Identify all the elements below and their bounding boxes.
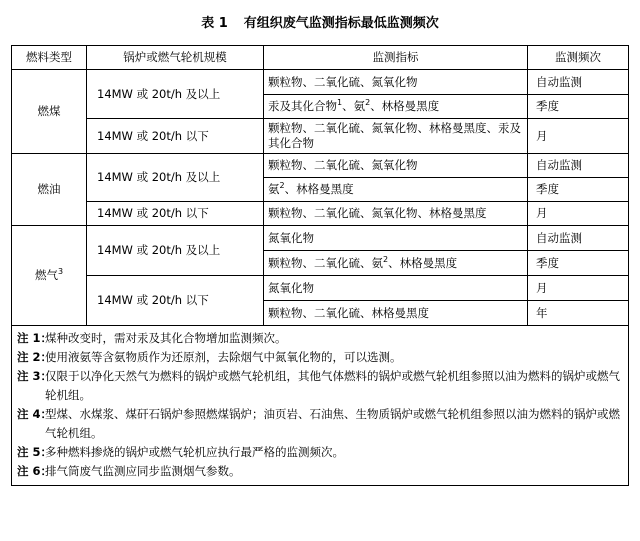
table-row [12,226,629,251]
table-title-text: 有组织废气监测指标最低监测频次 [243,16,439,31]
scale-coal-large: 14MW 或 20t/h 及以上 [87,70,264,119]
table-row [12,276,629,301]
table-number: 表 1 [201,16,228,31]
notes-cell [12,326,629,486]
header-scale: 锅炉或燃气轮机规模 [87,46,264,70]
fuel-oil: 燃油 [12,154,87,226]
table-row [12,119,629,154]
indicator-cell: 颗粒物、二氧化硫、氮氧化物、林格曼黑度、汞及其化合物 [264,119,528,154]
notes-row [12,326,629,486]
frequency-cell: 月 [528,119,629,154]
fuel-gas: 燃气$^3$ [12,226,87,326]
header-fuel: 燃料类型 [12,46,87,70]
table-row [12,70,629,95]
indicator-cell: 氮氧化物 [264,276,528,301]
indicator-cell: 汞及其化合物$^1$、氨$^2$、林格曼黑度 [264,95,528,119]
note-3: 注 3： 仅限于以净化天然气为燃料的锅炉或燃气轮机组，其他气体燃料的锅炉或燃气轮机组参照以油为燃料的锅炉或燃气轮机组。 [17,369,620,402]
frequency-cell: 季度 [528,178,629,202]
indicator-cell: 颗粒物、二氧化硫、氮氧化物 [264,154,528,178]
table-row [12,154,629,178]
frequency-cell: 季度 [528,95,629,119]
frequency-cell: 自动监测 [528,154,629,178]
indicator-cell: 氨$^2$、林格曼黑度 [264,178,528,202]
scale-coal-small: 14MW 或 20t/h 以下 [87,119,264,154]
indicator-cell: 颗粒物、二氧化硫、林格曼黑度 [264,301,528,326]
header-row [12,46,629,70]
scale-gas-large: 14MW 或 20t/h 及以上 [87,226,264,276]
note-2: 注 2： 使用液氨等含氨物质作为还原剂，去除烟气中氮氧化物的，可以选测。 [17,350,402,364]
indicator-cell: 颗粒物、二氧化硫、氨$^2$、林格曼黑度 [264,251,528,276]
table-row [12,202,629,226]
table-title [0,12,640,31]
note-4: 注 4： 型煤、水煤浆、煤矸石锅炉参照燃煤锅炉；油页岩、石油焦、生物质锅炉或燃气轮机组参照以油为燃料的锅炉或燃气轮机组。 [17,407,620,440]
header-frequency: 监测频次 [528,46,629,70]
note-5: 注 5： 多种燃料掺烧的锅炉或燃气轮机应执行最严格的监测频次。 [17,445,344,459]
frequency-cell: 季度 [528,251,629,276]
frequency-cell: 自动监测 [528,70,629,95]
fuel-coal: 燃煤 [12,70,87,154]
indicator-cell: 颗粒物、二氧化硫、氮氧化物、林格曼黑度 [264,202,528,226]
note-1: 注 1： 煤种改变时，需对汞及其化合物增加监测频次。 [17,331,287,345]
note-6: 注 6： 排气筒废气监测应同步监测烟气参数。 [17,464,241,478]
scale-oil-small: 14MW 或 20t/h 以下 [87,202,264,226]
frequency-cell: 年 [528,301,629,326]
indicator-cell: 氮氧化物 [264,226,528,251]
frequency-cell: 自动监测 [528,226,629,251]
monitoring-table [11,45,629,486]
frequency-cell: 月 [528,202,629,226]
frequency-cell: 月 [528,276,629,301]
scale-gas-small: 14MW 或 20t/h 以下 [87,276,264,326]
scale-oil-large: 14MW 或 20t/h 及以上 [87,154,264,202]
header-indicator: 监测指标 [264,46,528,70]
indicator-cell: 颗粒物、二氧化硫、氮氧化物 [264,70,528,95]
